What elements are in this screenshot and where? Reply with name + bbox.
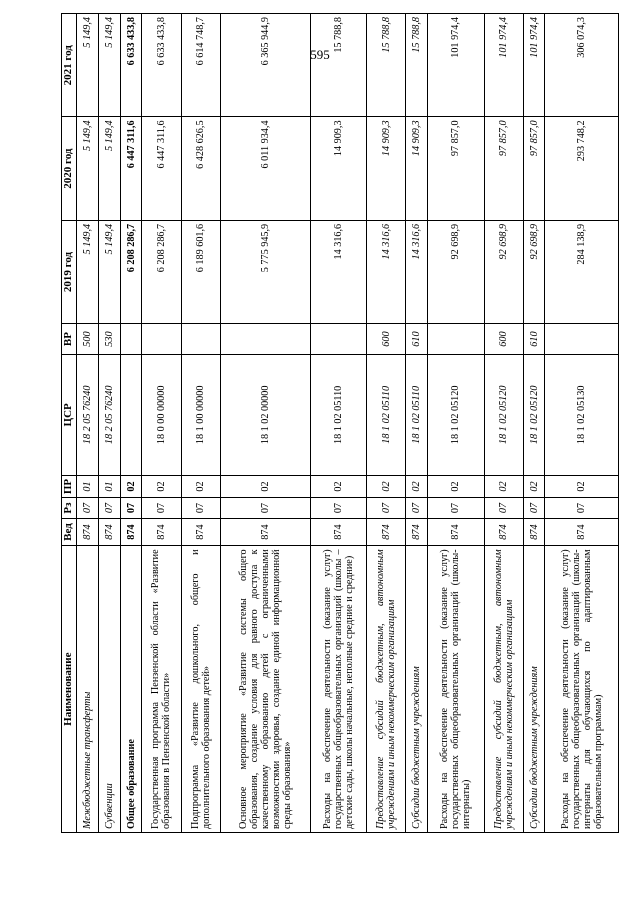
row-pr: 02 [367, 475, 406, 498]
row-vr [181, 324, 220, 355]
row-ved: 874 [428, 518, 484, 546]
table-row [98, 14, 120, 833]
row-pr: 02 [428, 475, 484, 498]
row-pr: 02 [311, 475, 367, 498]
table-row [428, 14, 484, 833]
row-csr: 18 1 02 05120 [484, 354, 523, 475]
row-pr: 02 [523, 475, 545, 498]
rotated-table-container [61, 13, 619, 833]
row-vr: 500 [76, 324, 98, 355]
row-csr: 18 2 05 76240 [76, 354, 98, 475]
row-2020: 14 909,3 [367, 117, 406, 220]
row-name: Расходы на обеспечение деятельности (оказание услуг) государственных общеобразовательных организаций (школы-интернаты) [428, 546, 484, 833]
row-name: Субсидии бюджетным учреждениям [406, 546, 428, 833]
row-pr: 02 [545, 475, 619, 498]
row-name: Общее образование [120, 546, 142, 833]
row-vr: 610 [523, 324, 545, 355]
row-vr [545, 324, 619, 355]
row-name: Подпрограмма «Развитие дошкольного, общего и дополнительного образования детей» [181, 546, 220, 833]
header-pr: ПР [62, 475, 77, 498]
row-name: Субвенции [98, 546, 120, 833]
row-rz: 07 [484, 498, 523, 518]
row-2021: 6 633 433,8 [142, 14, 181, 117]
table-row [181, 14, 220, 833]
row-name: Государственная программа Пензенской области «Развитие образования в Пензенской области» [142, 546, 181, 833]
row-ved: 874 [311, 518, 367, 546]
table-row [406, 14, 428, 833]
row-2021: 6 365 944,9 [220, 14, 311, 117]
row-rz: 07 [220, 498, 311, 518]
row-ved: 874 [367, 518, 406, 546]
row-csr: 18 1 00 00000 [181, 354, 220, 475]
table-row [142, 14, 181, 833]
row-vr: 530 [98, 324, 120, 355]
row-2019: 14 316,6 [311, 220, 367, 323]
row-rz: 07 [98, 498, 120, 518]
row-csr: 18 1 02 05130 [545, 354, 619, 475]
row-vr [428, 324, 484, 355]
row-vr: 600 [367, 324, 406, 355]
table-row [220, 14, 311, 833]
row-name: Предоставление субсидий бюджетным, автономным учреждениям и иным некоммерческим организациям [484, 546, 523, 833]
row-rz: 07 [406, 498, 428, 518]
row-csr: 18 1 02 05120 [523, 354, 545, 475]
row-vr: 610 [406, 324, 428, 355]
row-ved: 874 [76, 518, 98, 546]
header-vr: ВР [62, 324, 77, 355]
header-2020: 2020 год [62, 117, 77, 220]
row-2020: 6 011 934,4 [220, 117, 311, 220]
row-ved: 874 [142, 518, 181, 546]
row-ved: 874 [406, 518, 428, 546]
row-2019: 5 149,4 [98, 220, 120, 323]
header-rz: Рз [62, 498, 77, 518]
row-2020: 97 857,0 [484, 117, 523, 220]
row-2019: 14 316,6 [406, 220, 428, 323]
table-header-row [62, 14, 77, 833]
row-rz: 07 [120, 498, 142, 518]
row-rz: 07 [142, 498, 181, 518]
table-row [311, 14, 367, 833]
table-row [545, 14, 619, 833]
row-rz: 07 [523, 498, 545, 518]
row-2020: 5 149,4 [98, 117, 120, 220]
row-2019: 6 208 286,7 [120, 220, 142, 323]
table-row [120, 14, 142, 833]
row-2021: 5 149,4 [76, 14, 98, 117]
row-vr [311, 324, 367, 355]
row-csr [120, 354, 142, 475]
row-vr [220, 324, 311, 355]
row-ved: 874 [484, 518, 523, 546]
row-2021: 101 974,4 [428, 14, 484, 117]
row-2021: 15 788,8 [367, 14, 406, 117]
row-ved: 874 [220, 518, 311, 546]
row-pr: 02 [220, 475, 311, 498]
table-row [76, 14, 98, 833]
row-2019: 5 775 945,9 [220, 220, 311, 323]
row-2020: 14 909,3 [406, 117, 428, 220]
row-2019: 5 149,4 [76, 220, 98, 323]
row-2020: 14 909,3 [311, 117, 367, 220]
row-2020: 6 447 311,6 [120, 117, 142, 220]
row-ved: 874 [120, 518, 142, 546]
row-rz: 07 [545, 498, 619, 518]
row-csr: 18 1 02 00000 [220, 354, 311, 475]
row-vr [142, 324, 181, 355]
table-row [367, 14, 406, 833]
row-2020: 97 857,0 [428, 117, 484, 220]
row-name: Основное мероприятие «Развитие системы общего образования, создание условия для равного доступа к качественному образованию детей с ограниченными возможностями здоровья, создание единой информационной среды образования» [220, 546, 311, 833]
row-csr: 18 2 05 76240 [98, 354, 120, 475]
row-pr: 02 [181, 475, 220, 498]
row-2019: 92 698,9 [484, 220, 523, 323]
row-name: Межбюджетные трансферты [76, 546, 98, 833]
row-rz: 07 [181, 498, 220, 518]
row-2021: 15 788,8 [406, 14, 428, 117]
row-ved: 874 [181, 518, 220, 546]
row-2020: 5 149,4 [76, 117, 98, 220]
row-2019: 6 189 601,6 [181, 220, 220, 323]
row-csr: 18 0 00 00000 [142, 354, 181, 475]
row-pr: 02 [484, 475, 523, 498]
row-pr: 02 [120, 475, 142, 498]
row-2021: 101 974,4 [523, 14, 545, 117]
row-csr: 18 1 02 05110 [406, 354, 428, 475]
table-row [523, 14, 545, 833]
page-number: 595 [310, 47, 330, 62]
header-name: Наименование [62, 546, 77, 833]
row-name: Предоставление субсидий бюджетным, автономным учреждениям и иным некоммерческим организациям [367, 546, 406, 833]
row-2020: 6 447 311,6 [142, 117, 181, 220]
row-ved: 874 [545, 518, 619, 546]
header-ved: Вед [62, 518, 77, 546]
row-pr: 01 [98, 475, 120, 498]
row-2020: 6 428 626,5 [181, 117, 220, 220]
row-csr: 18 1 02 05120 [428, 354, 484, 475]
row-pr: 01 [76, 475, 98, 498]
row-name: Расходы на обеспечение деятельности (оказание услуг) государственных общеобразовательных организаций (школы – детские сады, школы начальные, неполные средние и средние) [311, 546, 367, 833]
header-2019: 2019 год [62, 220, 77, 323]
table-row [484, 14, 523, 833]
row-2021: 6 614 748,7 [181, 14, 220, 117]
row-2021: 6 633 433,8 [120, 14, 142, 117]
row-vr [120, 324, 142, 355]
row-name: Субсидии бюджетным учреждениям [523, 546, 545, 833]
row-2021: 306 074,3 [545, 14, 619, 117]
row-vr: 600 [484, 324, 523, 355]
row-csr: 18 1 02 05110 [367, 354, 406, 475]
row-rz: 07 [311, 498, 367, 518]
row-2019: 14 316,6 [367, 220, 406, 323]
row-2019: 92 698,9 [428, 220, 484, 323]
row-rz: 07 [76, 498, 98, 518]
row-pr: 02 [142, 475, 181, 498]
row-rz: 07 [428, 498, 484, 518]
row-2020: 97 857,0 [523, 117, 545, 220]
row-2019: 92 698,9 [523, 220, 545, 323]
row-2019: 284 138,9 [545, 220, 619, 323]
row-2021: 15 788,8 [311, 14, 367, 117]
row-rz: 07 [367, 498, 406, 518]
budget-table [61, 13, 619, 833]
row-csr: 18 1 02 05110 [311, 354, 367, 475]
row-2021: 5 149,4 [98, 14, 120, 117]
header-2021: 2021 год [62, 14, 77, 117]
row-2020: 293 748,2 [545, 117, 619, 220]
row-2019: 6 208 286,7 [142, 220, 181, 323]
row-name: Расходы на обеспечение деятельности (оказание услуг) государственных общеобразовательных организаций (школы-интернаты для обучающихся по адаптированным образовательным программам) [545, 546, 619, 833]
row-ved: 874 [98, 518, 120, 546]
header-csr: ЦСР [62, 354, 77, 475]
row-2021: 101 974,4 [484, 14, 523, 117]
row-pr: 02 [406, 475, 428, 498]
row-ved: 874 [523, 518, 545, 546]
